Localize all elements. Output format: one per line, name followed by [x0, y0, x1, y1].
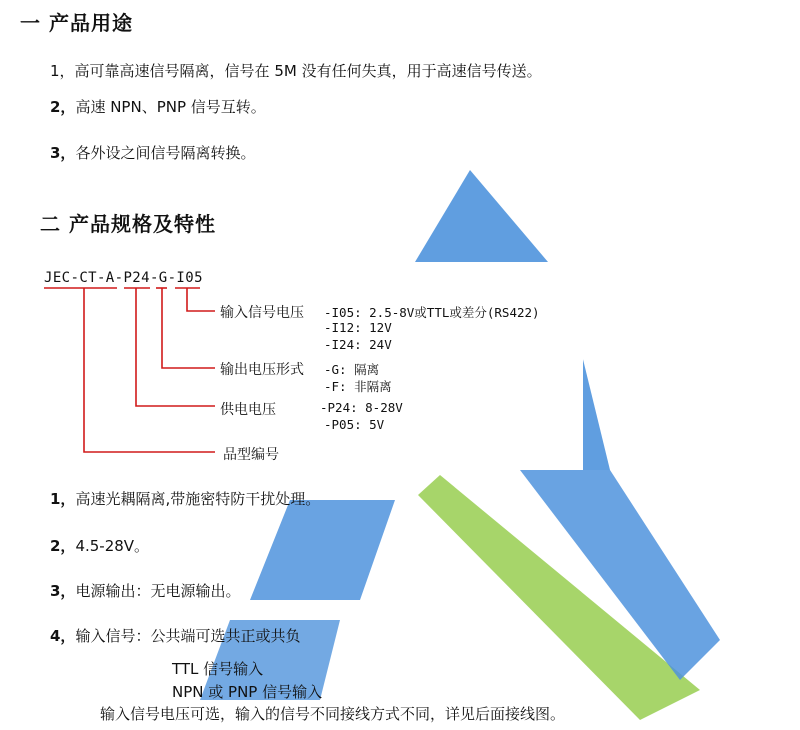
wiring-note: 输入信号电压可选，输入的信号不同接线方式不同，详见后面接线图。: [100, 705, 566, 723]
output-option-2: -F: 非隔离: [324, 379, 392, 394]
output-option-1: -G: 隔离: [324, 362, 380, 377]
item-number: 1，: [50, 490, 76, 508]
power-option-1: -P24: 8-28V: [320, 400, 403, 415]
item-text: 高速光耦隔离,带施密特防干扰处理。: [75, 490, 321, 508]
item-number: 1，: [50, 62, 75, 80]
model-code: JEC-CT-A-P24-G-I05: [44, 270, 203, 286]
item-text: 高可靠高速信号隔离，信号在 5M 没有任何失真，用于高速信号传送。: [74, 62, 542, 80]
item-text: 输入信号：公共端可选共正或共负: [75, 627, 301, 645]
item-text: 4.5-28V。: [75, 537, 150, 555]
feature-item-4: [50, 625, 300, 646]
item-number: 2，: [50, 98, 76, 116]
power-voltage-label: 供电电压: [220, 402, 276, 418]
item-text: 各外设之间信号隔离转换。: [75, 144, 256, 162]
feature-item-2: [50, 535, 149, 556]
item-number: 3，: [50, 144, 76, 162]
feature-item-1: [50, 488, 320, 509]
sub-line-ttl: TTL 信号输入: [172, 660, 264, 678]
input-voltage-label: 输入信号电压: [220, 305, 304, 321]
section2-title: 二 产品规格及特性: [40, 212, 216, 236]
output-form-label: 输出电压形式: [220, 362, 304, 378]
input-option-1: -I05: 2.5-8V或TTL或差分(RS422): [324, 305, 540, 320]
item-number: 3，: [50, 582, 76, 600]
input-option-3: -I24: 24V: [324, 337, 392, 352]
input-option-2: -I12: 12V: [324, 320, 392, 335]
item-number: 2，: [50, 537, 76, 555]
item-number: 4，: [50, 627, 76, 645]
item-text: 高速 NPN、PNP 信号互转。: [75, 98, 266, 116]
model-number-label: 品型编号: [223, 447, 279, 463]
item-text: 电源输出：无电源输出。: [75, 582, 241, 600]
sub-line-npn: NPN 或 PNP 信号输入: [172, 683, 323, 701]
power-option-2: -P05: 5V: [324, 417, 385, 432]
section1-title: 一 产品用途: [20, 11, 133, 35]
feature-item-3: [50, 580, 240, 601]
